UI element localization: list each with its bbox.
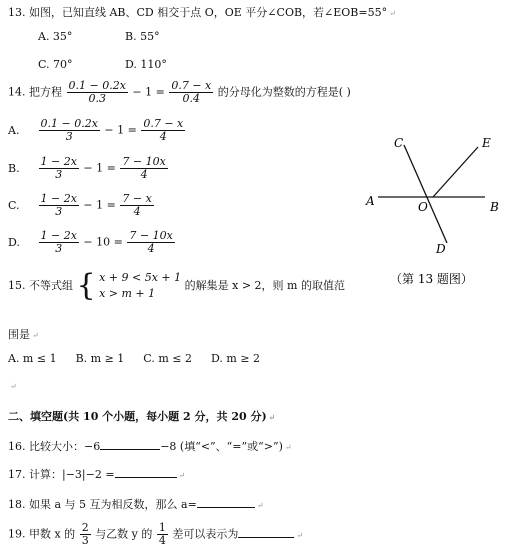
q15-continuation: 围是 ↵ — [8, 328, 39, 341]
q15-stem: 15. 不等式组 { x + 9 < 5x + 1 x > m + 1 的解集是 x > 2，则 m 的取值范 — [8, 267, 345, 303]
q17: 17. 计算：|−3|−2 = ↵ — [8, 468, 186, 481]
label-e: E — [482, 136, 491, 150]
q13-stem: 13. 如图，已知直线 AB、CD 相交于点 O，OE 平分∠COB，若∠EOB=55° ↵ — [8, 6, 396, 19]
q15-option-a: A. m ≤ 1 — [8, 352, 57, 365]
q15-options — [8, 352, 260, 365]
q15-option-d: D. m ≥ 2 — [210, 352, 261, 365]
answer-blank — [197, 497, 255, 508]
line-cd — [404, 145, 447, 243]
label-c: C — [394, 136, 404, 150]
q13-option-d: D. 110° — [125, 58, 167, 71]
q19: 19. 甲数 x 的 $\frac{2}{3}$ 与乙数 y 的 $\frac{1}{4}$ 差可以表示为 ↵ — [8, 521, 304, 548]
figure-caption: （第 13 题图） — [390, 272, 473, 286]
q13-option-b: B. 55° — [125, 30, 160, 43]
q14-option-a: A. $\frac{0.1 - 0.2x}{3}$ − 1 = $\frac{0.7 - x}{4}$ — [8, 117, 184, 144]
label-b: B — [490, 200, 499, 214]
q14-option-d: D. $\frac{1 - 2x}{3}$ − 10 = $\frac{7 - 10x}{4}$ — [8, 229, 173, 256]
angle-figure — [360, 125, 505, 290]
q14-option-c: C. $\frac{1 - 2x}{3}$ − 1 = $\frac{7 - x}{4}$ — [8, 192, 152, 219]
q16: 16. 比较大小：−6 −8 (填“<”、“=”或“>”) ↵ — [8, 440, 292, 453]
q14-option-b: B. $\frac{1 - 2x}{3}$ − 1 = $\frac{7 - 10x}{4}$ — [8, 155, 166, 182]
q14-fraction-1: $\frac{0.1 - 0.2x}{0.3}$ — [68, 79, 126, 106]
q13-option-c: C. 70° — [38, 58, 73, 71]
inequality-system: x + 9 < 5x + 1 x > m + 1 — [99, 271, 182, 300]
return-mark: ↵ — [389, 9, 396, 18]
q18: 18. 如果 a 与 5 互为相反数，那么 a= ↵ — [8, 498, 264, 511]
return-mark: ↵ — [10, 382, 17, 391]
q15-option-b: B. m ≥ 1 — [75, 352, 125, 365]
section-heading: 二、填空题(共 10 个小题，每小题 2 分，共 20 分) ↵ — [8, 410, 276, 423]
q14-stem: 14. 把方程 $\frac{0.1 - 0.2x}{0.3}$ − 1 = $\frac{0.7 - x}{0.4}$ 的分母化为整数的方程是( ) — [8, 79, 351, 106]
answer-blank — [100, 439, 160, 450]
q15-option-c: C. m ≤ 2 — [143, 352, 192, 365]
label-o: O — [418, 200, 428, 214]
answer-blank — [115, 467, 177, 478]
q14-fraction-2: $\frac{0.7 - x}{0.4}$ — [171, 79, 212, 106]
label-a: A — [366, 194, 375, 208]
ray-oe — [433, 147, 478, 197]
label-d: D — [436, 242, 446, 256]
q13-option-a: A. 35° — [38, 30, 73, 43]
answer-blank — [238, 527, 294, 538]
